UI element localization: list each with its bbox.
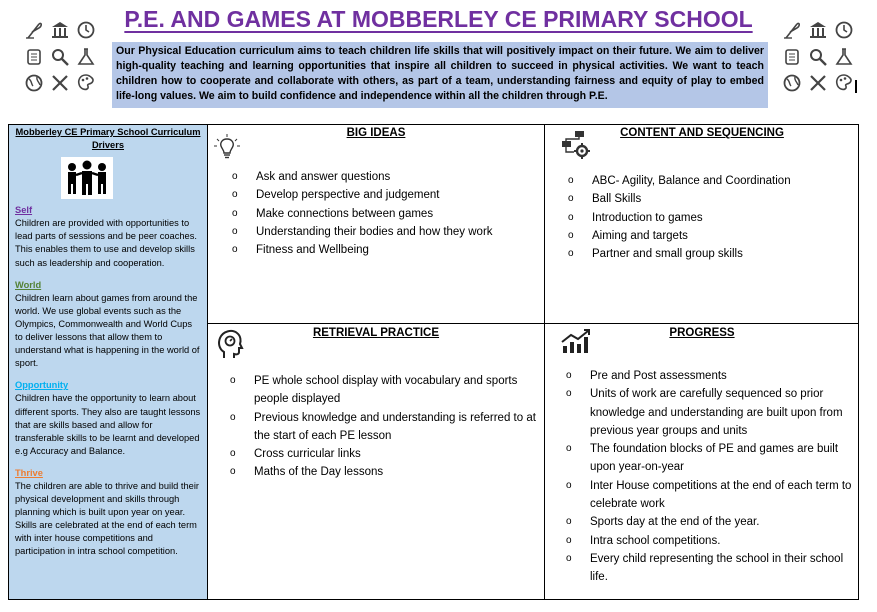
retrieval-practice-heading: RETRIEVAL PRACTICE	[312, 327, 440, 339]
lightbulb-icon	[214, 134, 240, 162]
content-sequencing-heading: CONTENT AND SEQUENCING	[620, 127, 784, 139]
list-item: o Ask and answer questions	[232, 168, 532, 186]
head-brain-icon	[216, 328, 244, 360]
progress-list	[566, 367, 856, 587]
list-item: o Sports day at the end of the year.	[566, 513, 856, 531]
flask-icon	[834, 47, 854, 67]
subject-icons-left	[24, 20, 100, 96]
tools-icon	[50, 73, 70, 93]
progress-heading: PROGRESS	[669, 327, 735, 339]
list-item: o Fitness and Wellbeing	[232, 241, 532, 259]
driver-self-label: Self	[15, 205, 33, 216]
text-cursor	[855, 80, 857, 93]
row-divider	[208, 323, 859, 324]
list-item: o Units of work are carefully sequenced so prior knowledge and understanding are built upon from previous year groups and units	[566, 385, 856, 440]
people-group-icon	[61, 157, 113, 199]
intro-paragraph: Our Physical Education curriculum aims to teach children life skills that will positively impact on their future. We aim to deliver high-quality teaching and learning opportunities that inspire all children to succeed in physical activities. We want to teach children how to cooperate and collaborate with others, as part of a team, understanding fairness and equity of play to embed life-long values. We aim to build confidence and independence within all the children through P.E.	[112, 42, 768, 108]
driver-self-text: Children are provided with opportunities to lead parts of sessions and be peer coaches. This enables them to use and develop skills such as leadership and cooperation.	[15, 218, 197, 268]
palette-icon	[834, 73, 854, 93]
magnifier-icon	[50, 47, 70, 67]
driver-thrive-label: Thrive	[15, 467, 43, 478]
driver-opportunity-label: Opportunity	[15, 380, 69, 391]
palette-icon	[76, 73, 96, 93]
content-sequencing-list	[568, 172, 850, 263]
driver-opportunity-text: Children have the opportunity to learn about different sports. They also are taught lessons that are skills based and allow for transferable skills to be learnt and developed e.g Accuracy and Balance.	[15, 393, 201, 456]
page-title: P.E. AND GAMES AT MOBBERLEY CE PRIMARY SCHOOL	[124, 6, 753, 32]
list-item: o PE whole school display with vocabulary and sports people displayed	[230, 372, 538, 409]
list-item: o Ball Skills	[568, 190, 850, 208]
list-item: o Introduction to games	[568, 209, 850, 227]
driver-thrive-text: The children are able to thrive and build their physical development and skills through planning which is built upon year on year. Skills are celebrated at the end of each term with inter house competitions and participation in intra school competition.	[15, 480, 199, 557]
subject-icons-right	[782, 20, 858, 96]
quill-pen-icon	[782, 20, 802, 40]
scroll-icon	[782, 47, 802, 67]
drivers-heading: Mobberley CE Primary School Curriculum Drivers	[15, 127, 201, 151]
retrieval-practice-list	[230, 372, 538, 482]
museum-icon	[50, 20, 70, 40]
list-item: o ABC- Agility, Balance and Coordination	[568, 172, 850, 190]
curriculum-drivers-panel	[9, 125, 208, 599]
growth-chart-icon	[560, 328, 592, 354]
big-ideas-heading: BIG IDEAS	[346, 127, 406, 139]
museum-icon	[808, 20, 828, 40]
process-flow-icon	[560, 130, 594, 160]
list-item: o Maths of the Day lessons	[230, 463, 538, 481]
list-item: o Aiming and targets	[568, 227, 850, 245]
list-item: o Previous knowledge and understanding is referred to at the start of each PE lesson	[230, 409, 538, 446]
clock-icon	[76, 20, 96, 40]
scroll-icon	[24, 47, 44, 67]
list-item: o Every child representing the school in their school life.	[566, 550, 856, 587]
globe-icon	[782, 73, 802, 93]
driver-world-label: World	[15, 279, 42, 290]
list-item: o Pre and Post assessments	[566, 367, 856, 385]
list-item: o Partner and small group skills	[568, 245, 850, 263]
list-item: o Cross curricular links	[230, 445, 538, 463]
list-item: o Inter House competitions at the end of each term to celebrate work	[566, 477, 856, 514]
column-divider	[544, 125, 545, 599]
tools-icon	[808, 73, 828, 93]
list-item: o Intra school competitions.	[566, 532, 856, 550]
list-item: o Understanding their bodies and how they work	[232, 223, 532, 241]
driver-world-text: Children learn about games from around the world. We use global events such as the Olympics, Commonwealth and World Cups to deliver lessons that allow them to understand what is happening in the world of sport.	[15, 292, 200, 369]
globe-icon	[24, 73, 44, 93]
list-item: o Make connections between games	[232, 205, 532, 223]
list-item: o Develop perspective and judgement	[232, 186, 532, 204]
list-item: o The foundation blocks of PE and games are built upon year-on-year	[566, 440, 856, 477]
magnifier-icon	[808, 47, 828, 67]
clock-icon	[834, 20, 854, 40]
big-ideas-list	[232, 168, 532, 259]
flask-icon	[76, 47, 96, 67]
quill-pen-icon	[24, 20, 44, 40]
